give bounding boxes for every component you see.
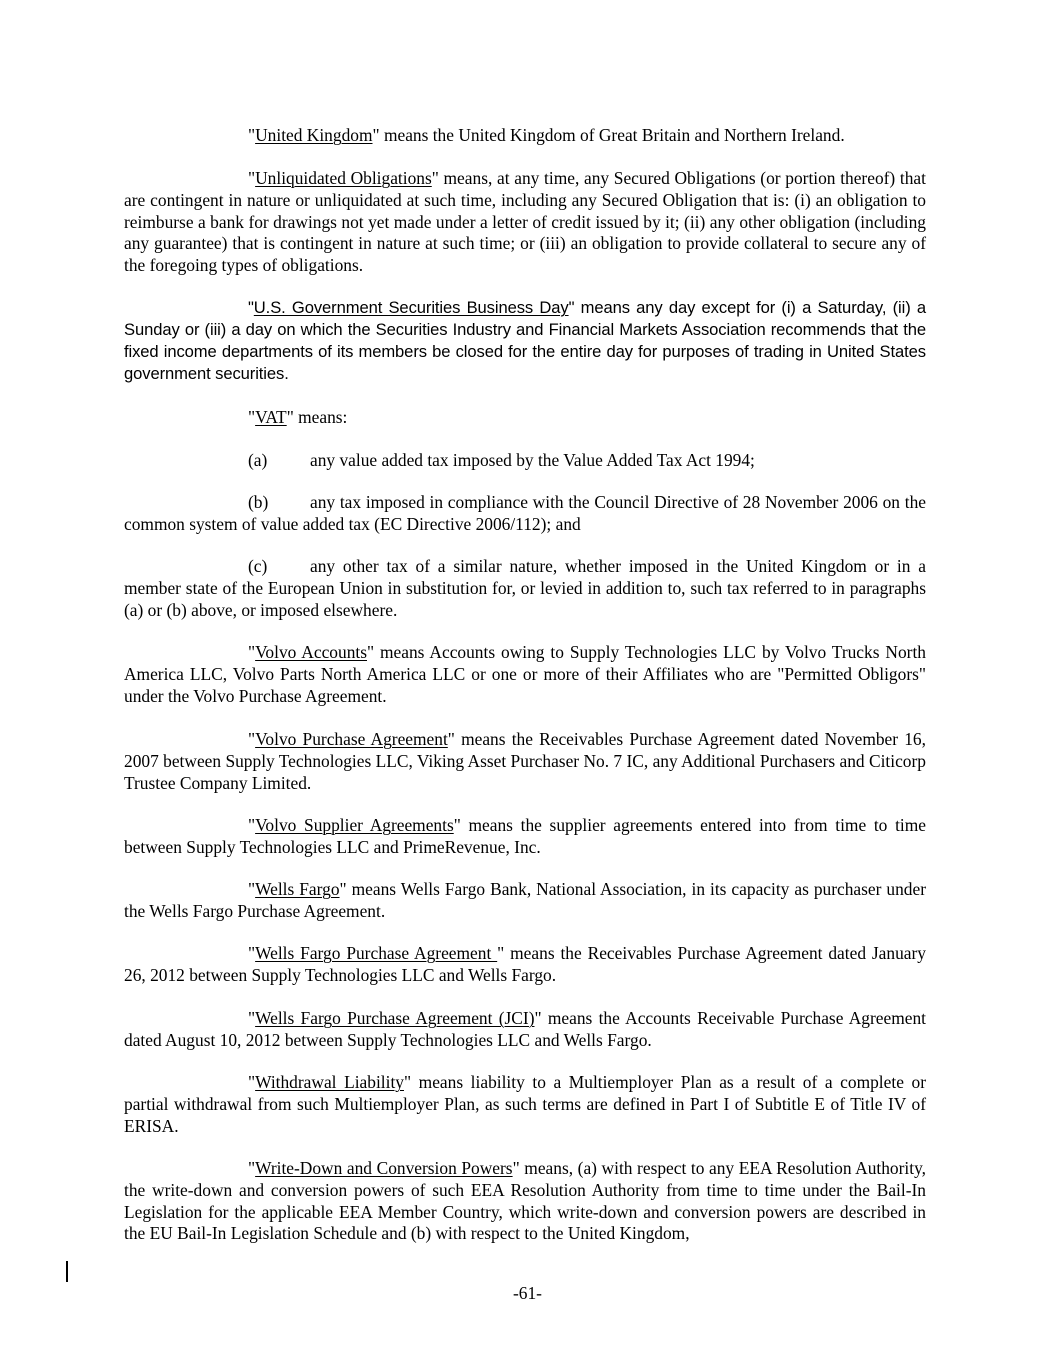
item-text: any other tax of a similar nature, whether imposed in the United Kingdom or in a member state of the European Union in substitution for, or levied in addition to, such tax referred to in paragraphs (a) or (b) above, or imposed elsewhere.	[124, 556, 926, 620]
vat-item-b	[124, 492, 926, 536]
definition-volvo-accounts: "Volvo Accounts" means Accounts owing to Supply Technologies LLC by Volvo Trucks North America LLC, Volvo Parts North America LLC or one or more of their Affiliates who are "Permitted Obligors" under the Volvo Purchase Agreement.	[124, 642, 926, 706]
defined-term: Withdrawal Liability	[255, 1072, 404, 1092]
defined-term: Unliquidated Obligations	[255, 168, 432, 188]
item-label: (a)	[248, 450, 268, 470]
definition-withdrawal-liability: "Withdrawal Liability" means liability to a Multiemployer Plan as a result of a complete or partial withdrawal from such Multiemployer Plan, as such terms are defined in Part I of Subtitle E of Title IV of ERISA.	[124, 1072, 926, 1136]
definition-united-kingdom: "United Kingdom" means the United Kingdom of Great Britain and Northern Ireland.	[248, 125, 845, 145]
defined-term: Volvo Accounts	[255, 642, 367, 662]
definition-text: " means liability to a Multiemployer Plan as a result of a complete or partial withdrawal from such Multiemployer Plan, as such terms are defined in Part I of Subtitle E of Title IV of ERISA.	[124, 1072, 926, 1136]
definition-us-government-securities-business-day: "U.S. Government Securities Business Day" means any day except for (i) a Saturday, (ii) a Sunday or (iii) a day on which the Securities Industry and Financial Markets Association recommends that the fixed income departments of its members be closed for the entire day for purposes of trading in United States government securities.	[124, 298, 926, 383]
vat-item-a	[124, 450, 926, 472]
definition-text: " means the United Kingdom of Great Britain and Northern Ireland.	[372, 125, 845, 145]
defined-term: Wells Fargo Purchase Agreement (JCI)	[255, 1008, 535, 1028]
definition-unliquidated-obligations: "Unliquidated Obligations" means, at any time, any Secured Obligations (or portion thereof) that are contingent in nature or unliquidated at such time, including any Secured Obligation that is: (i) an obligation to reimburse a bank for drawings not yet made under a letter of credit issued by it; (ii) any other obligation (including any guarantee) that is contingent in nature at such time; or (iii) an obligation to provide collateral to secure any of the foregoing types of obligations.	[124, 168, 926, 276]
definition-text: " means the Receivables Purchase Agreement dated January 26, 2012 between Supply Technologies LLC and Wells Fargo.	[124, 943, 926, 985]
definition-text: " means, at any time, any Secured Obligations (or portion thereof) that are contingent in nature or unliquidated at such time, including any Secured Obligation that is: (i) an obligation to reimburse a bank for drawings not yet made under a letter of credit issued by it; (ii) any other obligation (including any guarantee) that is contingent in nature at such time; or (iii) an obligation to provide collateral to secure any of the foregoing types of obligations.	[124, 168, 926, 276]
definition-text: " means the supplier agreements entered into from time to time between Supply Technologies LLC and PrimeRevenue, Inc.	[124, 815, 926, 857]
definition-text: " means the Accounts Receivable Purchase Agreement dated August 10, 2012 between Supply Technologies LLC and Wells Fargo.	[124, 1008, 926, 1050]
item-text: any value added tax imposed by the Value Added Tax Act 1994;	[310, 450, 755, 470]
definition-volvo-supplier-agreements: "Volvo Supplier Agreements" means the supplier agreements entered into from time to time between Supply Technologies LLC and PrimeRevenue, Inc.	[124, 815, 926, 857]
definition-wells-fargo: "Wells Fargo" means Wells Fargo Bank, National Association, in its capacity as purchaser under the Wells Fargo Purchase Agreement.	[124, 879, 926, 921]
definition-wells-fargo-purchase-agreement-jci: "Wells Fargo Purchase Agreement (JCI)" means the Accounts Receivable Purchase Agreement dated August 10, 2012 between Supply Technologies LLC and Wells Fargo.	[124, 1008, 926, 1050]
item-label: (c)	[248, 556, 268, 576]
item-text: any tax imposed in compliance with the Council Directive of 28 November 2006 on the common system of value added tax (EC Directive 2006/112); and	[124, 492, 926, 534]
defined-term: U.S. Government Securities Business Day	[253, 298, 569, 317]
definition-text: " means the Receivables Purchase Agreement dated November 16, 2007 between Supply Technologies LLC, Viking Asset Purchaser No. 7 IC, any Additional Purchasers and Citicorp Trustee Company Limited.	[124, 729, 926, 793]
definition-text: " means Wells Fargo Bank, National Association, in its capacity as purchaser under the Wells Fargo Purchase Agreement.	[124, 879, 926, 921]
defined-term: Volvo Supplier Agreements	[255, 815, 454, 835]
defined-term: United Kingdom	[255, 125, 373, 145]
definition-write-down-and-conversion-powers: "Write-Down and Conversion Powers" means, (a) with respect to any EEA Resolution Authority, the write-down and conversion powers of such EEA Resolution Authority from time to time under the Bail-In Legislation for the applicable EEA Member Country, which write-down and conversion powers are described in the EU Bail-In Legislation Schedule and (b) with respect to the United Kingdom,	[124, 1158, 927, 1244]
vat-item-c	[124, 556, 926, 621]
defined-term: Wells Fargo	[255, 879, 340, 899]
defined-term: Volvo Purchase Agreement	[255, 729, 448, 749]
definition-vat: "VAT" means:	[248, 407, 348, 427]
definition-text: " means, (a) with respect to any EEA Resolution Authority, the write-down and conversion powers of such EEA Resolution Authority from time to time under the Bail-In Legislation for the applicable EEA Member Country, which write-down and conversion powers are described in the EU Bail-In Legislation Schedule and (b) with respect to the United Kingdom,	[124, 1158, 927, 1244]
defined-term: Wells Fargo Purchase Agreement	[255, 943, 498, 963]
definition-text: " means:	[286, 407, 348, 427]
definition-volvo-purchase-agreement: "Volvo Purchase Agreement" means the Receivables Purchase Agreement dated November 16, 2007 between Supply Technologies LLC, Viking Asset Purchaser No. 7 IC, any Additional Purchasers and Citicorp Trustee Company Limited.	[124, 729, 926, 793]
definition-text: " means Accounts owing to Supply Technologies LLC by Volvo Trucks North America LLC, Volvo Parts North America LLC or one or more of their Affiliates who are "Permitted Obligors" under the Volvo Purchase Agreement.	[124, 642, 926, 706]
defined-term: Write-Down and Conversion Powers	[255, 1158, 513, 1178]
item-label: (b)	[248, 492, 269, 512]
definition-wells-fargo-purchase-agreement: "Wells Fargo Purchase Agreement " means the Receivables Purchase Agreement dated January 26, 2012 between Supply Technologies LLC and Wells Fargo.	[124, 943, 926, 985]
defined-term: VAT	[255, 407, 287, 427]
definition-text: " means any day except for (i) a Saturday, (ii) a Sunday or (iii) a day on which the Securities Industry and Financial Markets Association recommends that the fixed income departments of its members be closed for the entire day for purposes of trading in United States government securities.	[124, 298, 926, 383]
revision-bar	[66, 1261, 68, 1282]
page-number: -61-	[513, 1283, 542, 1303]
